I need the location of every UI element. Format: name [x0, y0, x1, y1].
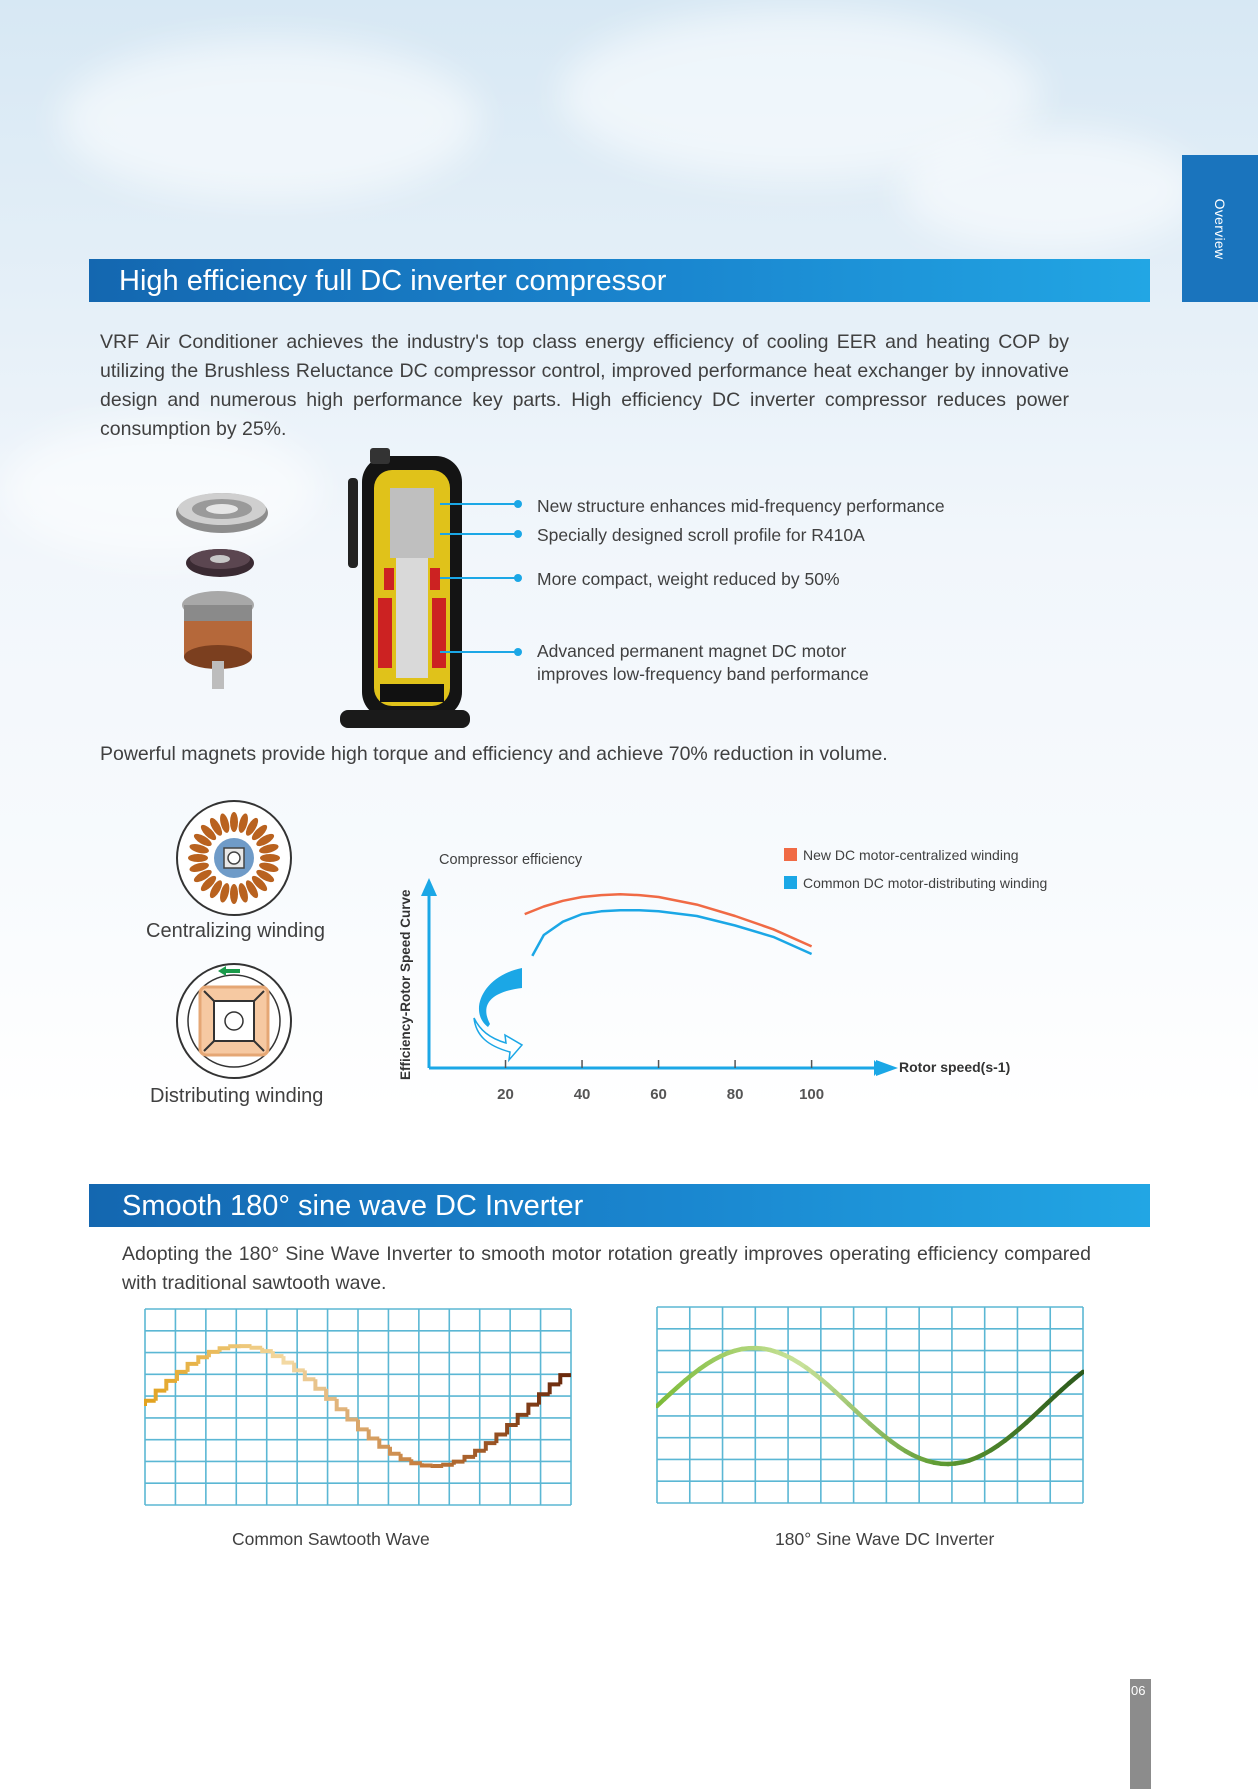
legend-swatch: [784, 876, 797, 889]
distributing-winding-icon: [174, 961, 294, 1081]
magnets-text: Powerful magnets provide high torque and efficiency and achieve 70% reduction in volume.: [100, 743, 888, 765]
winding-tooth: [188, 854, 208, 862]
sawtooth-step: [507, 1425, 518, 1435]
sawtooth-step: [486, 1443, 497, 1451]
section1-title: High efficiency full DC inverter compressor: [119, 265, 667, 297]
sawtooth-wave-plot: [144, 1308, 572, 1508]
sawtooth-step: [422, 1463, 433, 1465]
sawtooth-step: [230, 1346, 241, 1348]
series-line-2: [532, 910, 811, 956]
x-axis-arrow: [874, 1060, 898, 1076]
sky-background: [900, 130, 1200, 250]
centralizing-winding-icon: [174, 798, 294, 918]
x-tick-label: 60: [650, 1086, 667, 1103]
callout-compact: More compact, weight reduced by 50%: [537, 569, 840, 589]
sawtooth-step: [294, 1363, 305, 1371]
centralizing-winding-label: Centralizing winding: [146, 920, 325, 942]
sawtooth-step: [390, 1447, 401, 1454]
motor-parts-illustration: [160, 485, 280, 695]
chart-ylabel: Efficiency-Rotor Speed Curve: [398, 889, 413, 1080]
sawtooth-step: [337, 1399, 348, 1409]
section2-title: Smooth 180° sine wave DC Inverter: [122, 1190, 584, 1222]
sawtooth-step: [496, 1435, 507, 1444]
callout-lines: [440, 490, 540, 660]
sawtooth-step: [315, 1379, 326, 1389]
section2-banner: [89, 1184, 1150, 1227]
callout-dc-motor: Advanced permanent magnet DC motor: [537, 641, 847, 661]
sawtooth-step: [177, 1372, 188, 1381]
sawtooth-step: [369, 1429, 380, 1438]
callout-low-frequency: improves low-frequency band performance: [537, 664, 869, 684]
sawtooth-step: [188, 1364, 199, 1372]
callout-scroll-profile: Specially designed scroll profile for R410A: [537, 525, 865, 545]
sawtooth-step: [560, 1375, 571, 1384]
sawtooth-step: [443, 1465, 454, 1466]
efficiency-chart: [390, 840, 1090, 1110]
callout-mid-frequency: New structure enhances mid-frequency performance: [537, 496, 945, 516]
sawtooth-step: [252, 1346, 263, 1348]
rising-arrow-icon: [479, 968, 522, 1027]
rising-arrow-icon: [474, 1018, 522, 1060]
winding-tooth: [230, 884, 238, 904]
chart-xlabel: Rotor speed(s-1): [899, 1059, 1011, 1075]
sawtooth-step: [528, 1405, 539, 1415]
sky-background: [60, 40, 480, 200]
sawtooth-step: [220, 1348, 231, 1352]
sawtooth-step: [284, 1356, 295, 1363]
page-number: 06: [1131, 1683, 1146, 1698]
winding-tooth: [260, 854, 280, 862]
sawtooth-step: [145, 1401, 156, 1406]
sine-caption: 180° Sine Wave DC Inverter: [775, 1529, 995, 1549]
page-number-tab: [1130, 1679, 1151, 1789]
distributing-winding-label: Distributing winding: [150, 1085, 324, 1107]
x-tick-label: 80: [726, 1086, 744, 1103]
x-tick-label: 20: [497, 1086, 514, 1103]
overview-tab[interactable]: [1182, 155, 1258, 302]
sawtooth-step: [454, 1462, 465, 1465]
sawtooth-step: [209, 1352, 220, 1357]
winding-tooth: [230, 812, 238, 832]
sawtooth-step: [326, 1389, 337, 1399]
sawtooth-step: [550, 1384, 561, 1394]
sawtooth-step: [347, 1409, 358, 1419]
sawtooth-step: [358, 1420, 369, 1430]
sawtooth-step: [539, 1394, 550, 1404]
legend-swatch: [784, 848, 797, 861]
sawtooth-caption: Common Sawtooth Wave: [232, 1529, 430, 1549]
x-tick-label: 100: [799, 1086, 825, 1103]
section1-intro: VRF Air Conditioner achieves the industry's top class energy efficiency of cooling EER and heating COP by utilizing the Brushless Reluctance DC compressor control, improved performance heat exchanger by innovative design and numerous high performance key parts. High efficiency DC inverter compressor reduces power consumption by 25%.: [100, 331, 1069, 440]
overview-tab-label: Overview: [1212, 198, 1228, 260]
sawtooth-step: [198, 1357, 209, 1364]
chart-title: Compressor efficiency: [439, 852, 583, 868]
x-tick-label: 40: [573, 1086, 591, 1103]
sawtooth-step: [518, 1415, 529, 1425]
y-axis-arrow: [421, 878, 437, 896]
sine-wave-plot: [656, 1306, 1084, 1506]
legend-label: New DC motor-centralized winding: [803, 847, 1019, 863]
legend-label: Common DC motor-distributing winding: [803, 875, 1048, 891]
section2-intro: Adopting the 180° Sine Wave Inverter to smooth motor rotation greatly improves operating efficiency compared with traditional sawtooth wave.: [122, 1243, 1091, 1294]
section1-banner: [89, 259, 1150, 302]
sawtooth-step: [401, 1454, 412, 1460]
